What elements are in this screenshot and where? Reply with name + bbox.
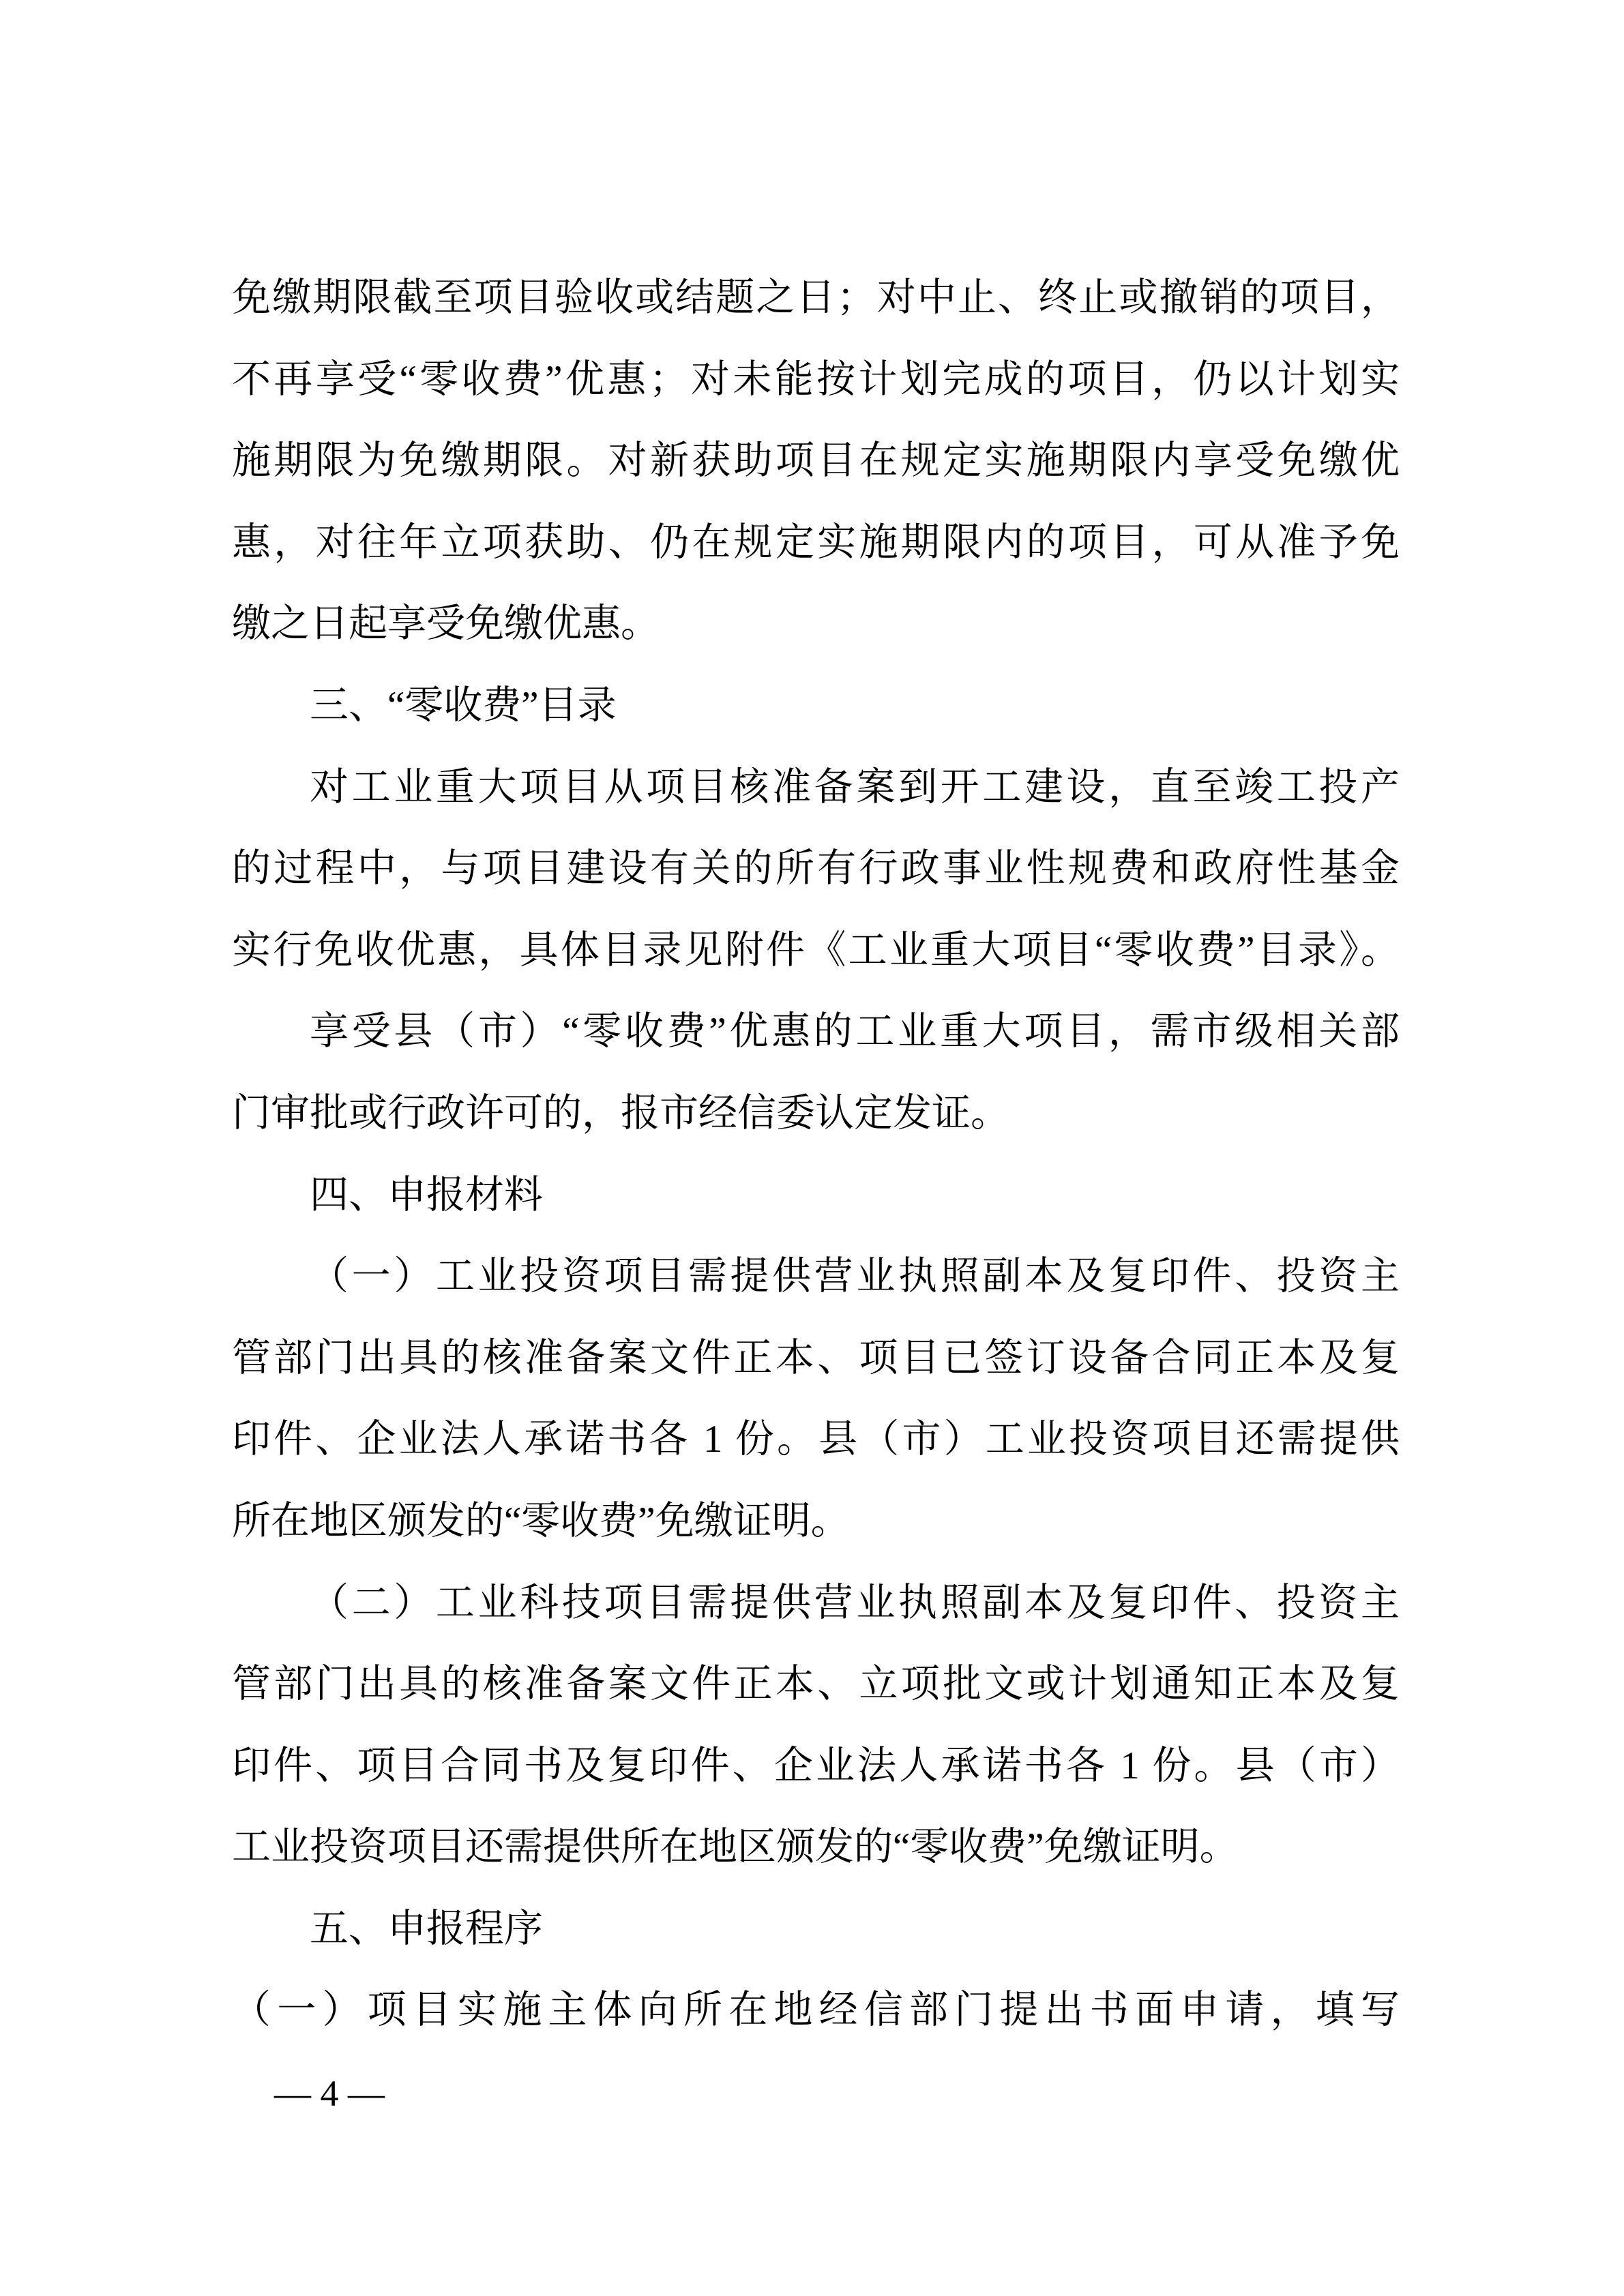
body-line: 的过程中，与项目建设有关的所有行政事业性规费和政府性基金: [232, 847, 1400, 891]
page-number: — 4 —: [274, 2073, 385, 2114]
body-line: 缴之日起享受免缴优惠。: [232, 602, 660, 646]
section-heading-5: 五、申报程序: [310, 1907, 543, 1950]
body-line: 工业投资项目还需提供所在地区颁发的“零收费”免缴证明。: [232, 1825, 1239, 1869]
body-line: 管部门出具的核准备案文件正本、项目已签订设备合同正本及复: [232, 1336, 1400, 1380]
body-line: 免缴期限截至项目验收或结题之日；对中止、终止或撤销的项目，: [232, 276, 1400, 319]
body-line: 施期限为免缴期限。对新获助项目在规定实施期限内享受免缴优: [232, 439, 1400, 483]
body-line: （二）工业科技项目需提供营业执照副本及复印件、投资主: [310, 1581, 1400, 1624]
body-line: 门审批或行政许可的，报市经信委认定发证。: [232, 1091, 1009, 1135]
body-line: 所在地区颁发的“零收费”免缴证明。: [232, 1499, 850, 1542]
body-line: 实行免收优惠，具体目录见附件《工业重大项目“零收费”目录》。: [232, 928, 1400, 972]
body-line: 印件、项目合同书及复印件、企业法人承诺书各 1 份。县（市）: [232, 1744, 1400, 1787]
body-line: 对工业重大项目从项目核准备案到开工建设，直至竣工投产: [310, 765, 1400, 809]
body-line: （一）工业投资项目需提供营业执照副本及复印件、投资主: [310, 1255, 1400, 1298]
body-line: 惠，对往年立项获助、仍在规定实施期限内的项目，可从准予免: [232, 520, 1400, 564]
section-heading-3: 三、“零收费”目录: [310, 683, 617, 727]
body-line: 管部门出具的核准备案文件正本、立项批文或计划通知正本及复: [232, 1663, 1400, 1706]
document-body: [232, 257, 1400, 2051]
body-line: 享受县（市）“零收费”优惠的工业重大项目，需市级相关部: [310, 1010, 1400, 1054]
body-line: 印件、企业法人承诺书各 1 份。县（市）工业投资项目还需提供: [232, 1418, 1400, 1461]
section-heading-4: 四、申报材料: [310, 1173, 543, 1217]
body-line: 不再享受“零收费”优惠；对未能按计划完成的项目，仍以计划实: [232, 357, 1400, 401]
body-line: （一）项目实施主体向所在地经信部门提出书面申请，填写: [232, 1988, 1400, 2032]
